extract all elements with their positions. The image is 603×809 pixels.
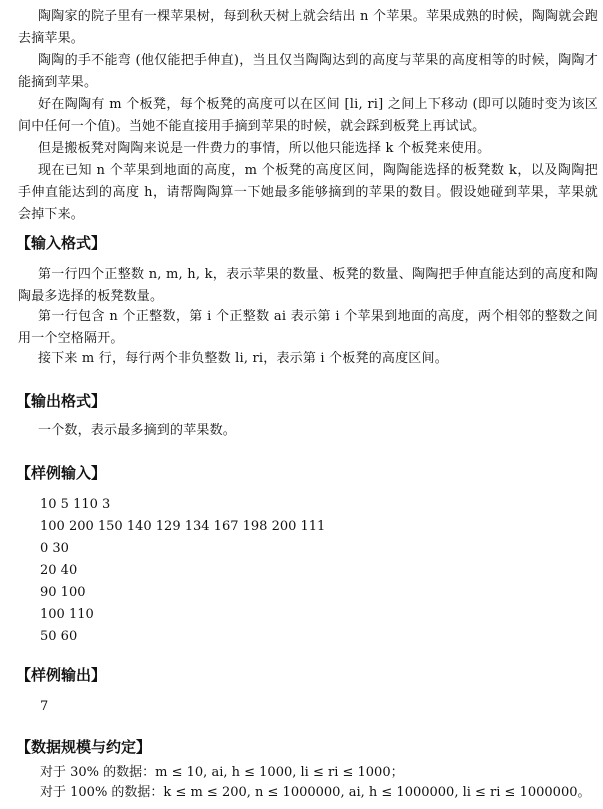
sample-input-line: 100 200 150 140 129 134 167 198 200 111	[40, 519, 326, 534]
description-paragraph-4: 但是搬板凳对陶陶来说是一件费力的事情，所以他只能选择 k 个板凳来使用。	[38, 141, 491, 156]
description-paragraph-2: 陶陶的手不能弯 (他仅能把手伸直)，当且仅当陶陶达到的高度与苹果的高度相等的时候，陶陶才能摘到苹果。	[18, 53, 598, 90]
input-format-paragraph-3: 接下来 m 行，每行两个非负整数 li, ri，表示第 i 个板凳的高度区间。	[38, 351, 448, 366]
sample-output-heading: 【样例输出】	[16, 666, 107, 684]
input-format-paragraph-2: 第一行包含 n 个正整数，第 i 个正整数 ai 表示第 i 个苹果到地面的高度，两个相邻的整数之间用一个空格隔开。	[18, 309, 598, 346]
description-paragraph-1: 陶陶家的院子里有一棵苹果树，每到秋天树上就会结出 n 个苹果。苹果成熟的时候，陶陶就会跑去摘苹果。	[18, 9, 598, 46]
sample-input-line: 100 110	[40, 607, 94, 622]
description-paragraph-5: 现在已知 n 个苹果到地面的高度，m 个板凳的高度区间，陶陶能选择的板凳数 k，以及陶陶把手伸直能达到的高度 h，请帮陶陶算一下她最多能够摘到的苹果的数目。假设她碰到苹果，苹果就会掉下来。	[18, 163, 598, 222]
sample-input-line: 10 5 110 3	[40, 497, 111, 512]
input-format-heading: 【输入格式】	[16, 234, 107, 252]
constraints-heading: 【数据规模与约定】	[16, 738, 152, 756]
sample-input-line: 50 60	[40, 629, 78, 644]
sample-output-line: 7	[40, 699, 49, 714]
sample-input-line: 20 40	[40, 563, 78, 578]
input-format-paragraph-1: 第一行四个正整数 n, m, h, k，表示苹果的数量、板凳的数量、陶陶把手伸直能达到的高度和陶陶最多选择的板凳数量。	[18, 267, 598, 304]
sample-input-line: 90 100	[40, 585, 86, 600]
constraint-line-1: 对于 30% 的数据：m ≤ 10, ai, h ≤ 1000, li ≤ ri ≤ 1000；	[40, 765, 404, 780]
sample-input-heading: 【样例输入】	[16, 464, 107, 482]
output-format-heading: 【输出格式】	[16, 392, 107, 410]
constraint-line-2: 对于 100% 的数据：k ≤ m ≤ 200, n ≤ 1000000, ai, h ≤ 1000000, li ≤ ri ≤ 1000000。	[40, 785, 591, 800]
sample-input-line: 0 30	[40, 541, 69, 556]
description-paragraph-3: 好在陶陶有 m 个板凳，每个板凳的高度可以在区间 [li, ri] 之间上下移动 (即可以随时变为该区间中任何一个值)。当她不能直接用手摘到苹果的时候，就会踩到板凳上再试试。	[18, 97, 598, 134]
output-format-paragraph-1: 一个数，表示最多摘到的苹果数。	[38, 423, 237, 438]
